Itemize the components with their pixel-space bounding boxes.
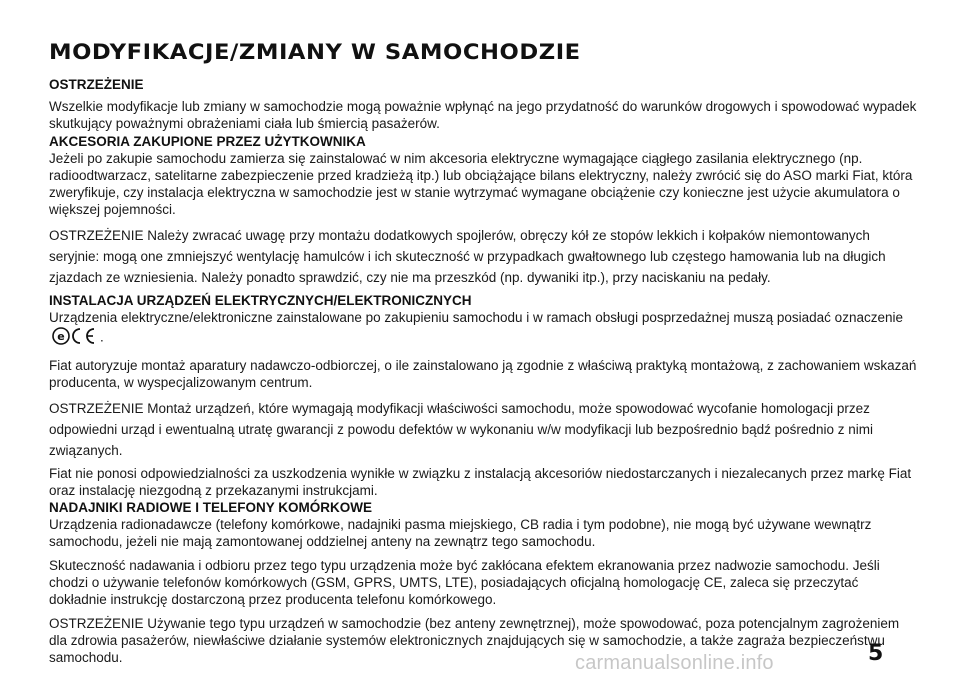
installation-paragraph-3: OSTRZEŻENIE Montaż urządzeń, które wymagają modyfikacji właściwości samochodu, może spowodować wycofanie homologacji przez odpowiedni urząd i ewentualną utratę gwarancji z powodu defektów w wykonaniu w/w modyfikacji lub bezpośrednio bądź pośrednio z nimi związanych.: [49, 401, 873, 458]
page-number: 5: [868, 641, 884, 666]
e-mark-ce-icon: [52, 326, 98, 350]
installation-paragraph-1-end: .: [100, 329, 104, 345]
installation-paragraph-4: Fiat nie ponosi odpowiedzialności za uszkodzenia wynikłe w związku z instalacją akcesoriów niedostarczanych i niezalecanych przez markę Fiat oraz instalację niezgodną z przekazanymi instrukcjami.: [49, 466, 912, 498]
installation-paragraph-1: [49, 309, 919, 350]
svg-text:e: e: [57, 330, 65, 343]
radio-paragraph-2: Skuteczność nadawania i odbioru przez tego typu urządzenia może być zakłócana efektem ekranowania przez nadwozie samochodu. Jeśli chodzi o używanie telefonów komórkowych (GSM, GPRS, UMTS, LTE), posiadających oficjalną homologację CE, zaleca się przeczytać dokładnie instrukcję dostarczoną przez producenta telefonu komórkowego.: [49, 558, 880, 607]
accessories-heading: AKCESORIA ZAKUPIONE PRZEZ UŻYTKOWNIKA: [49, 134, 366, 149]
watermark-text: carmanualsonline.info: [575, 652, 774, 674]
document-page: [49, 40, 919, 673]
installation-heading: INSTALACJA URZĄDZEŃ ELEKTRYCZNYCH/ELEKTRONICZNYCH: [49, 293, 472, 308]
radio-paragraph-1: Urządzenia radionadawcze (telefony komórkowe, nadajniki pasma miejskiego, CB radia i tym podobne), nie mogą być używane wewnątrz samochodu, jeżeli nie mają zamontowanej oddzielnej anteny na zewnątrz tego samochodu.: [49, 517, 872, 549]
installation-paragraph-2: Fiat autoryzuje montaż aparatury nadawczo-odbiorczej, o ile zainstalowano ją zgodnie z właściwą praktyką montażową, z zachowaniem wskazań producenta, w wyspecjalizowanym centrum.: [49, 358, 917, 390]
page-title: MODYFIKACJE/ZMIANY W SAMOCHODZIE: [49, 40, 581, 64]
warning-heading: OSTRZEŻENIE: [49, 77, 144, 92]
warning-paragraph: Wszelkie modyfikacje lub zmiany w samochodzie mogą poważnie wpłynąć na jego przydatność do warunków drogowych i spowodować wypadek skutkujący poważnymi obrażeniami ciała lub śmiercią pasażerów.: [49, 99, 917, 131]
accessories-paragraph-1: Jeżeli po zakupie samochodu zamierza się zainstalować w nim akcesoria elektryczne wymagające ciągłego zasilania elektrycznego (np. radioodtwarzacz, satelitarne zabezpieczenie przed kradzieżą itp.) lub obciążające bilans elektryczny, należy zwrócić się do ASO marki Fiat, która zweryfikuje, czy instalacja elektryczna w samochodzie jest w stanie wytrzymać wymagane obciążenie czy konieczne jest użycie akumulatora o większej pojemności.: [49, 151, 913, 217]
radio-paragraph-3: OSTRZEŻENIE Używanie tego typu urządzeń w samochodzie (bez anteny zewnętrznej), może spowodować, poza potencjalnym zagrożeniem dla zdrowia pasażerów, niewłaściwe działanie systemów elektronicznych znajdujących się w samochodzie, a także zagraża bezpieczeństwu samochodu.: [49, 616, 900, 665]
radio-heading: NADAJNIKI RADIOWE I TELEFONY KOMÓRKOWE: [49, 500, 373, 515]
accessories-paragraph-2: OSTRZEŻENIE Należy zwracać uwagę przy montażu dodatkowych spojlerów, obręczy kół ze stopów lekkich i kołpaków niemontowanych seryjnie: mogą one zmniejszyć wentylację hamulców i ich skuteczność w przypadkach gwałtownego lub częstego hamowania lub na długich zjazdach ze wzniesienia. Należy ponadto sprawdzić, czy nie ma przeszkód (np. dywaniki itp.), przy naciskaniu na pedały.: [49, 228, 886, 285]
installation-paragraph-1-text: Urządzenia elektryczne/elektroniczne zainstalowane po zakupieniu samochodu i w ramach obsługi posprzedażnej muszą posiadać oznaczenie: [49, 310, 903, 325]
